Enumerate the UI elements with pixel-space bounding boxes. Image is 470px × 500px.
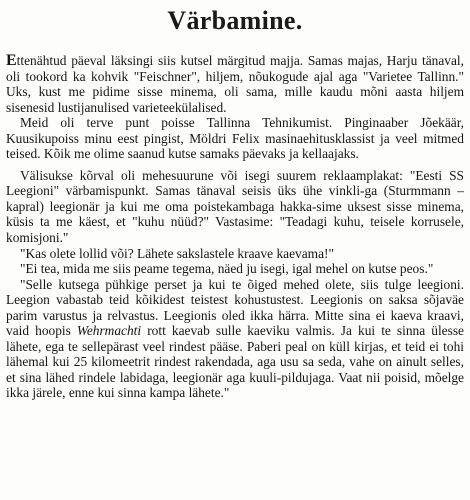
paragraph-text: "Selle kutsega pühkige perset ja kui te õiged mehed olete, siis tulge leegioni. Leegion vabastab teid kõikidest teistest kohustustest. Leegionis on saksa sõjaväe parim varustus ja relvastus. Leegionis oled ikka härra. Mitte sina ei kaeva kraavi, vaid hoopis bbox=[6, 276, 464, 339]
paragraph bbox=[6, 277, 464, 401]
italic-term: Wehrmachti bbox=[76, 323, 142, 339]
paragraph bbox=[6, 53, 464, 115]
chapter-body bbox=[6, 53, 464, 401]
paragraph: Välisukse kõrval oli mehesuurune või isegi suurem reklaamplakat: "Eesti SS Leegioni" värbamispunkt. Samas tänaval seisis üks ühe vinkli-ga (Sturmmann – kapral) leegionär ja kui me oma poistekambaga hakka-sime uksest sisse minema, küsis ta me käest, et "kuhu nüüd?" Vastasime: "Teadagi kuhu, teisele korrusele, komisjoni." bbox=[6, 167, 464, 246]
drop-cap: E bbox=[6, 52, 17, 69]
paragraph-text: rott kaevab sulle kaeviku valmis. Ja kui te sinna ülesse lähete, ega te sellepärast veel rindest pääse. Paberi peal on küll kirjas, et teid ei tohi lähemal kui 25 kilomeetrit rindest rakendada, aga usu sa seda, vahe on ainult selles, et sina lähed rindele labidaga, leegionär aga kuuli-pildujaga. Vaat nii poisid, mõelge ikka järele, enne kui sinna kampa lähete." bbox=[6, 323, 464, 401]
chapter-title: Värbamine. bbox=[167, 6, 303, 35]
paragraph: Meid oli terve punt poisse Tallinna Tehnikumist. Pinginaaber Jõekäär, Kuusikupoiss minu eest pingist, Möldri Felix masinaehitusklassist ja veel mitmed teised. Kõik me olime saanud kutse samaks päevaks ja kellaajaks. bbox=[6, 115, 464, 162]
paragraph-text: ttenähtud päeval läksingi siis kutsel märgitud majja. Samas majas, Harju tänaval, oli tookord ka kohvik "Feischner", hiljem, nõukogude ajal aga "Varietee Tallinn." Uks, kust me pidime sisse minema, oli sama, mille kaudu mõni aasta hiljem sisenesid lustijanulised varieteekülalised. bbox=[6, 53, 464, 115]
paragraph: "Kas olete lollid või? Lähete sakslastele kraave kaevama!" bbox=[20, 245, 334, 261]
paragraph: "Ei tea, mida me siis peame tegema, näed ju isegi, igal mehel on kutse peos." bbox=[20, 261, 434, 277]
